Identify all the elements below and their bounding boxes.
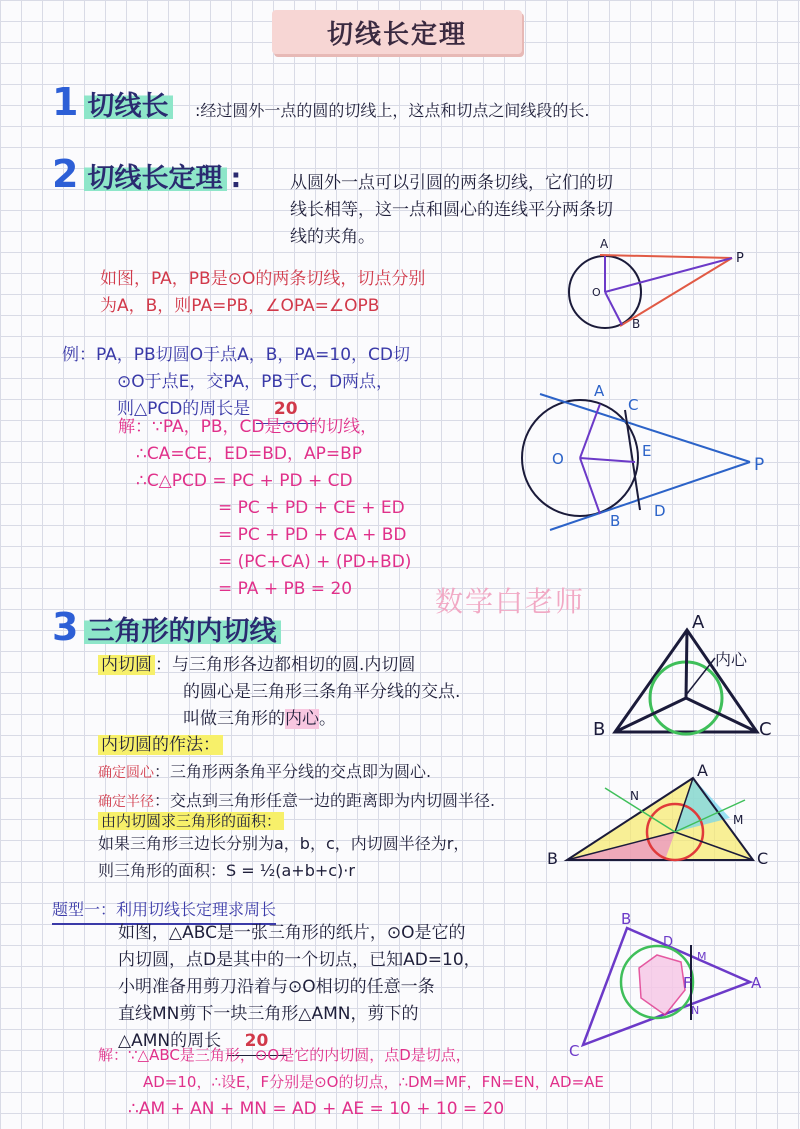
vertex-label-c: C [569,1042,580,1060]
vertex-label-b: B [621,910,632,928]
vertex-label-a: A [751,974,762,992]
problem-type-heading: 题型一：利用切线长定理求周长 [52,896,276,925]
tangent-figure-1 [560,230,760,340]
vertex-label-c: C [757,849,769,868]
point-label-b: B [632,317,641,331]
example-solution: 解：∵PA，PB，CD是⊙O的切线， ∴CA=CE，ED=BD，AP=BP ∴C△PCD = PC + PD + CD = PC + PD + CE + ED = PC + PD + CA + BD = (PC+CA) + (PD+BD) = PA + PB = 20 [118,417,412,599]
vertex-label-b: B [593,719,606,740]
point-label-a: A [594,382,605,400]
point-label-d: D [654,502,666,520]
incircle-method-heading: 内切圆的作法： [98,732,223,759]
tangent-figure-2 [510,380,780,535]
vertex-label-a: A [697,761,708,780]
incircle-method-steps: 确定圆心：三角形两条角平分线的交点即为圆心. 确定半径：交点到三角形任意一边的距离即为内切圆半径. [98,762,496,810]
point-label-n: N [691,1004,700,1017]
area-heading: 由内切圆求三角形的面积： [98,808,284,835]
section-number: 2 [52,152,79,196]
vertex-label-c: C [759,719,772,740]
theorem-text: 从圆外一点可以引圆的两条切线，它们的切 线长相等，这一点和圆心的连线平分两条切 线的夹角。 [290,173,613,247]
point-label-b: B [610,512,621,530]
watermark: 数学白老师 [435,585,586,618]
theorem-illustration: 如图，PA，PB是⊙O的两条切线，切点分别 为A，B，则PA=PB，∠OPA=∠OPB [100,269,426,316]
section-number: 3 [52,605,79,649]
point-label-d: D [663,935,674,950]
answer: 20 [256,396,316,424]
point-label-c: C [628,396,639,414]
problem-statement: 如图，△ABC是一张三角形的纸片，⊙O是它的 内切圆，点D是其中的一个切点，已知AD=10， 小明准备用剪刀沿着与⊙O相切的任意一条 直线MN剪下一块三角形△AMN，剪下的 △AMN的周长 20 [118,920,568,1056]
point-label-m: M [697,950,707,963]
incircle-figure [585,610,775,745]
answer: 20 [227,1028,287,1056]
point-label-m: M [733,813,744,827]
incenter-label: 内心 [715,650,748,669]
point-label-o: O [552,450,564,468]
problem-solution: 解：∵△ABC是三角形，⊙O是它的内切圆，点D是切点， AD=10，∴设E，F分别是⊙O的切点，∴DM=MF，FN=EN，AD=AE ∴AM + AN + MN = AD + AE = 10 + 10 = 20 [98,1046,604,1119]
example-problem: 例：PA，PB切圆O于点A，B，PA=10，CD切 ⊙O于点E，交PA，PB于C，D两点， 则△PCD的周长是 20 [62,342,502,424]
point-label-p: P [736,251,744,266]
section-number: 1 [52,80,79,124]
page-title: 切线长定理 [272,10,522,54]
vertex-label-b: B [547,849,558,868]
point-label-n: N [630,789,639,803]
vertex-label-a: A [692,612,705,633]
section-3-heading [52,605,281,649]
point-label-o: O [592,286,601,299]
point-label-a: A [600,237,609,251]
section-label: 切线长 [84,91,173,122]
point-label-e: E [642,442,652,460]
section-label: 三角形的内切线 [84,616,281,647]
section-1-heading [52,80,173,124]
problem-figure [565,910,765,1060]
point-label-p: P [754,455,765,475]
section-1-definition: :经过圆外一点的圆的切线上，这点和切点之间线段的长. [195,101,590,120]
incircle-area-figure [545,760,775,878]
incircle-definition: 内切圆 ：与三角形各边都相切的圆.内切圆 的圆心是三角形三条角平分线的交点. 叫做三角形的内心。 [98,652,568,733]
section-2-heading: 2 切线长定理 : [52,152,242,196]
area-formula: 如果三角形三边长分别为a，b，c，内切圆半径为r， 则三角形的面积：S = ½(a+b+c)·r [98,834,470,880]
point-label-f: F [683,974,692,992]
section-label: 切线长定理 [84,163,227,194]
